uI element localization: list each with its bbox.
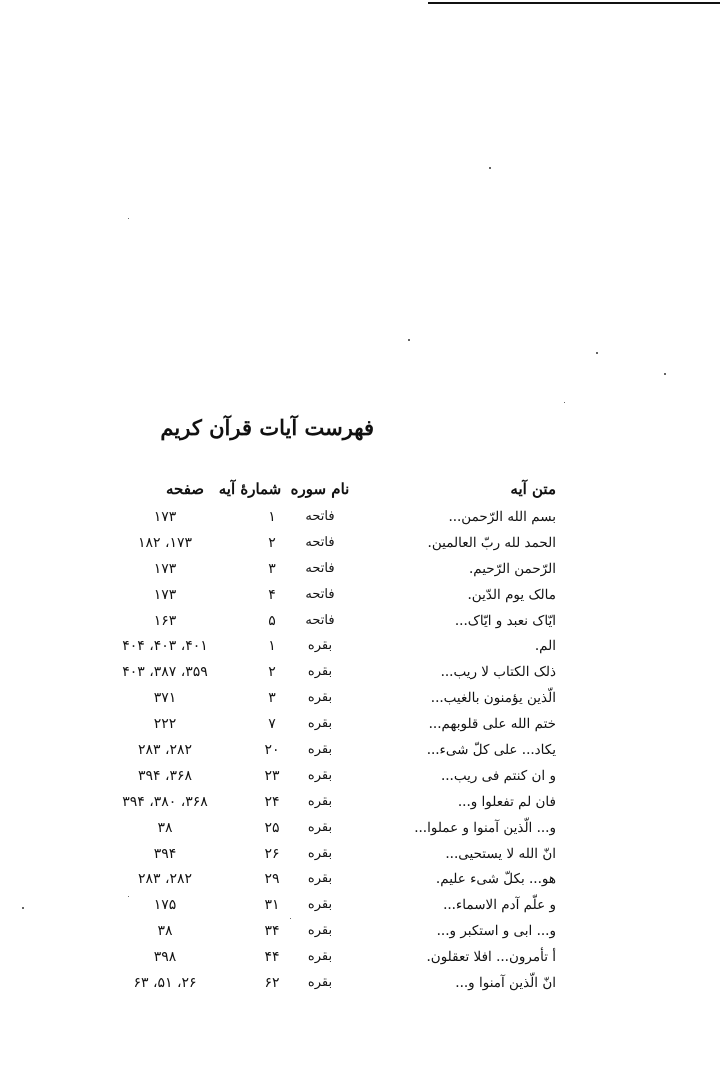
verse-number-cell: ۳ [268,560,276,577]
verse-text-cell: ایّاک نعبد و ایّاک... [454,612,556,629]
surah-name-cell: بقره [307,897,333,913]
verse-text-cell: مالک یوم الدّین. [467,586,556,603]
table-row [100,556,560,582]
verse-text-cell: الّذین یؤمنون بالغیب... [430,690,556,707]
table-row [100,918,560,944]
table-row [100,711,560,737]
verse-text-cell: و علّم آدم الاسماء... [443,897,556,914]
page-numbers-cell: ۴۰۱، ۴۰۳، ۴۰۴ [122,638,208,655]
verse-number-cell: ۲۶ [264,845,280,862]
page-numbers-cell: ۲۸۲، ۲۸۳ [137,871,193,888]
table-row [100,633,560,659]
verse-number-cell: ۲۳ [264,767,280,784]
verse-text-cell: یکاد... علی کلّ شیء... [426,742,556,759]
verse-number-cell: ۲ [268,534,276,551]
surah-name-cell: فاتحه [305,586,335,602]
surah-name-cell: بقره [307,819,333,835]
verse-text-cell: ختم الله علی قلوبهم... [428,716,556,733]
verse-text-cell: انّ الّذین آمنوا و... [455,975,556,992]
scan-speck [489,167,491,169]
table-row [100,841,560,867]
table-row [100,685,560,711]
page-title: فهرست آیات قرآن کریم [160,415,374,440]
verse-text-cell: و... ابی و استکبر و... [436,923,556,940]
top-rule [428,2,720,4]
table-row [100,659,560,685]
table-row [100,866,560,892]
page-numbers-cell: ۱۷۳ [153,586,177,603]
table-row [100,582,560,608]
scan-speck [596,352,598,354]
surah-name-cell: بقره [307,690,333,706]
table-row [100,504,560,530]
verse-number-cell: ۲۹ [264,871,280,888]
verse-number-cell: ۵ [268,612,276,629]
verse-text-cell: الرّحمن الرّحیم. [468,560,556,577]
verse-index-table [100,476,560,996]
table-body [100,504,560,996]
page-numbers-cell: ۳۹۴ [153,845,177,862]
column-header-page: صفحه [165,480,205,498]
verse-number-cell: ۴ [268,586,276,603]
verse-number-cell: ۲۵ [264,819,280,836]
verse-number-cell: ۱ [268,509,276,525]
surah-name-cell: بقره [307,767,333,783]
surah-name-cell: بقره [307,742,333,758]
verse-text-cell: هو... بکلّ شیء علیم. [435,871,556,888]
scan-speck [408,339,410,341]
surah-name-cell: بقره [307,949,333,965]
page-numbers-cell: ۱۷۳ [153,509,177,525]
page-numbers-cell: ۱۷۳ [153,560,177,577]
table-row [100,608,560,634]
surah-name-cell: بقره [307,716,333,732]
verse-number-cell: ۲ [268,664,276,681]
verse-number-cell: ۷ [268,716,276,733]
page-numbers-cell: ۲۶، ۵۱، ۶۳ [133,975,197,992]
scan-speck [664,373,666,375]
surah-name-cell: فاتحه [305,560,335,576]
table-row [100,970,560,996]
surah-name-cell: فاتحه [305,534,335,550]
table-row [100,737,560,763]
page-numbers-cell: ۳۶۸، ۳۸۰، ۳۹۴ [122,793,208,810]
column-header-surah: نام سوره [290,480,350,498]
table-row [100,789,560,815]
table-row [100,530,560,556]
surah-name-cell: بقره [307,638,333,654]
page-numbers-cell: ۳۵۹، ۳۸۷، ۴۰۳ [122,664,208,681]
surah-name-cell: بقره [307,975,333,991]
verse-number-cell: ۴۴ [264,949,280,966]
verse-number-cell: ۲۴ [264,793,280,810]
surah-name-cell: بقره [307,923,333,939]
page-numbers-cell: ۳۷۱ [153,690,177,707]
verse-text-cell: الحمد لله ربّ العالمین. [427,534,556,551]
surah-name-cell: فاتحه [305,509,335,524]
scan-speck [128,218,129,219]
verse-number-cell: ۳۴ [264,923,280,940]
table-row [100,892,560,918]
column-header-verse: متن آیه [510,480,556,498]
verse-number-cell: ۱ [268,638,276,655]
scan-speck [22,907,24,909]
table-row [100,815,560,841]
verse-number-cell: ۳ [268,690,276,707]
surah-name-cell: بقره [307,664,333,680]
page-numbers-cell: ۱۷۵ [153,897,177,914]
column-header-verse-number: شمارهٔ آیه [218,480,282,498]
page-numbers-cell: ۳۸ [157,923,173,940]
verse-text-cell: و ان کنتم فی ریب... [440,767,556,784]
verse-text-cell: ذلک الکتاب لا ریب... [440,664,556,681]
verse-text-cell: أ تأمرون... افلا تعقلون. [426,949,556,966]
verse-text-cell: انّ الله لا یستحیی... [445,845,556,862]
verse-text-cell: فان لم تفعلوا و... [457,793,556,810]
verse-number-cell: ۶۲ [264,975,280,992]
page-numbers-cell: ۱۷۳، ۱۸۲ [137,534,193,551]
verse-number-cell: ۳۱ [264,897,280,914]
verse-text-cell: بسم الله الرّحمن... [448,509,556,525]
table-header-row [100,476,560,504]
scan-speck [564,402,565,403]
surah-name-cell: بقره [307,793,333,809]
page-numbers-cell: ۳۸ [157,819,173,836]
table-row [100,763,560,789]
table-row [100,944,560,970]
page-numbers-cell: ۳۶۸، ۳۹۴ [137,767,193,784]
page-numbers-cell: ۲۲۲ [153,716,177,733]
surah-name-cell: بقره [307,845,333,861]
verse-number-cell: ۲۰ [264,742,280,759]
page-numbers-cell: ۱۶۳ [153,612,177,629]
page-numbers-cell: ۲۸۲، ۲۸۳ [137,742,193,759]
verse-text-cell: و... الّذین آمنوا و عملوا... [414,819,556,836]
page-numbers-cell: ۳۹۸ [153,949,177,966]
surah-name-cell: فاتحه [305,612,335,628]
verse-text-cell: الم. [534,638,556,655]
surah-name-cell: بقره [307,871,333,887]
